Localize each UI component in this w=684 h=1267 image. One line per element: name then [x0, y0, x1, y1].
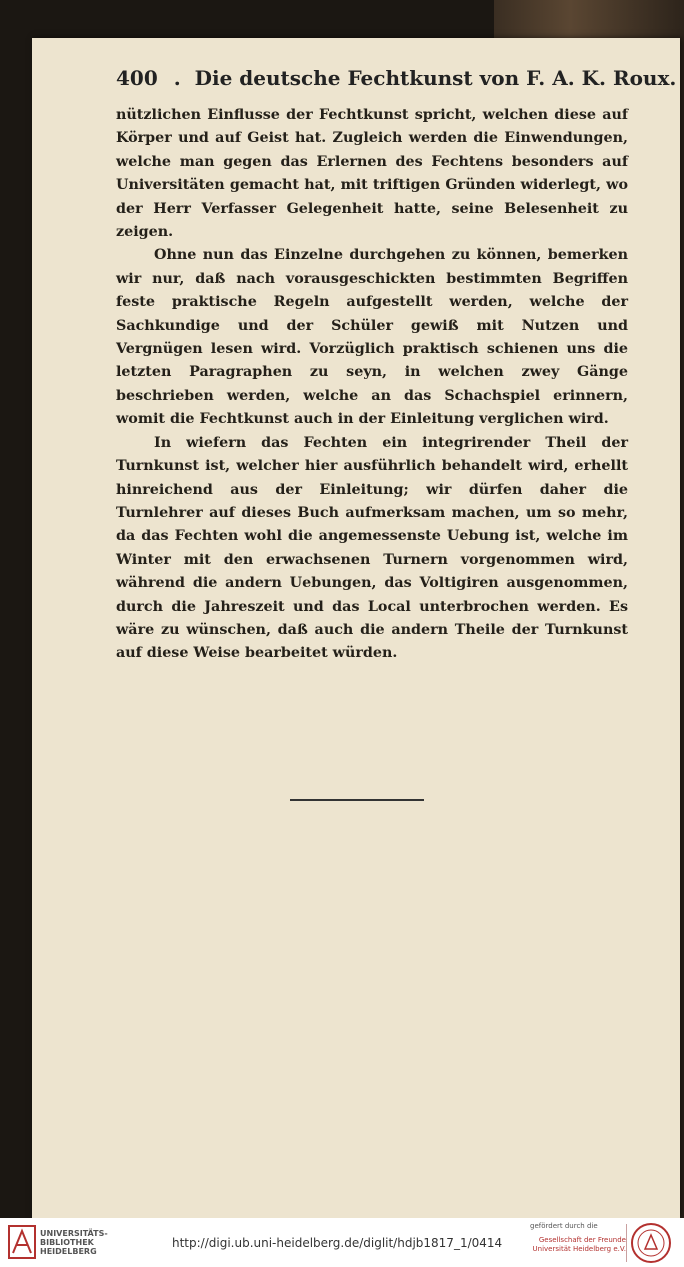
viewer-footer — [0, 1218, 684, 1267]
university-library-logo-icon — [8, 1225, 36, 1259]
sponsor-label: gefördert durch die — [530, 1222, 598, 1230]
page-body — [116, 104, 628, 666]
running-head-title: Die deutsche Fechtkunst von F. A. K. Roux. — [194, 66, 677, 90]
paragraph-continuation: nützlichen Einflusse der Fechtkunst spricht, welchen diese auf Körper und auf Geist hat. Zugleich werden die Einwendungen, welche man gegen das Erlernen des Fechtens besonders auf Universitäten gemacht hat, mit triftigen Gründen widerlegt, wo der Herr Verfasser Gelegenheit hatte, seine Belesenheit zu zeigen. — [116, 107, 628, 241]
permalink-url[interactable]: http://digi.ub.uni-heidelberg.de/diglit/hdjb1817_1/0414 — [172, 1236, 503, 1250]
paragraph: Ohne nun das Einzelne durchgehen zu können, bemerken wir nur, daß nach vorausgeschickten bestimmten Begriffen feste praktische Regeln aufgestellt werden, welche der Sachkundige und der Schüler gewiß mit Nutzen und Vergnügen lesen wird. Vorzüglich praktisch schienen uns die letzten Paragraphen zu seyn, in welchen zwey Gänge beschrieben werden, welche an das Schachspiel erinnern, womit die Fechtkunst auch in der Einleitung verglichen wird. — [116, 247, 628, 428]
section-end-rule — [290, 799, 424, 801]
page-number: 400 — [116, 66, 158, 90]
sponsor-name: Gesellschaft der Freunde Universität Heidelberg e.V. — [532, 1236, 626, 1253]
paragraph: In wiefern das Fechten ein integrirender Theil der Turnkunst ist, welcher hier ausführlich behandelt wird, erhellt hinreichend aus der Einleitung; wir dürfen daher die Turnlehrer auf dieses Buch aufmerksam machen, um so mehr, da das Fechten wohl die angemessenste Uebung ist, welche im Winter mit den erwachsenen Turnern vorgenommen wird, während die andern Uebungen, das Voltigiren ausgenommen, durch die Jahreszeit und das Local unterbrochen werden. Es wäre zu wünschen, daß auch die andern Theile der Turnkunst auf diese Weise bearbeitet würden. — [116, 434, 628, 662]
university-library-name: UNIVERSITÄTS- BIBLIOTHEK HEIDELBERG — [40, 1229, 108, 1256]
university-seal-icon — [630, 1222, 672, 1264]
header-separator: . — [173, 66, 181, 90]
footer-divider — [626, 1224, 627, 1262]
running-header — [116, 66, 677, 90]
